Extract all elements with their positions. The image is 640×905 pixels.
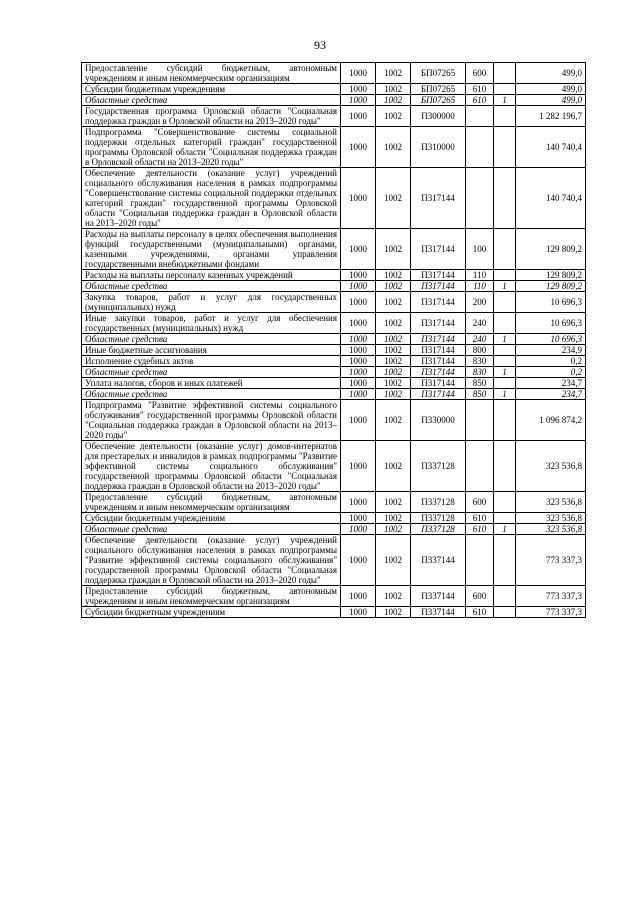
table-row [82, 313, 586, 334]
cell-funding-source: 1 [494, 524, 516, 535]
cell-amount: 10 696,3 [516, 292, 586, 313]
cell-funding-source: 1 [494, 367, 516, 378]
cell-name: Обеспечение деятельности (оказание услуг) домов-интернатов для престарелых и инвалидов в рамках подпрограммы "Развитие эффективной системы социального обслуживания" государственной программы Орловской области "Социальная поддержка граждан в Орловской области на 2013–2020 годы" [82, 441, 341, 492]
table-row [82, 63, 586, 84]
cell-section: 1000 [341, 492, 376, 513]
table-row [82, 400, 586, 441]
cell-subsection: 1002 [376, 586, 411, 607]
cell-subsection: 1002 [376, 168, 411, 229]
cell-subsection: 1002 [376, 127, 411, 168]
table-row [82, 345, 586, 356]
cell-amount: 499,0 [516, 84, 586, 95]
cell-subsection: 1002 [376, 334, 411, 345]
cell-target-article: П337128 [411, 492, 466, 513]
cell-funding-source: 1 [494, 95, 516, 106]
cell-amount: 10 696,3 [516, 334, 586, 345]
table-row [82, 95, 586, 106]
cell-name: Областные средства [82, 334, 341, 345]
cell-target-article: П337128 [411, 513, 466, 524]
table-row [82, 524, 586, 535]
cell-name: Иные бюджетные ассигнования [82, 345, 341, 356]
table-row [82, 356, 586, 367]
table-row [82, 334, 586, 345]
page-number: 93 [314, 38, 326, 52]
cell-amount: 323 536,8 [516, 524, 586, 535]
cell-funding-source [494, 400, 516, 441]
cell-expense-type [466, 168, 494, 229]
cell-section: 1000 [341, 127, 376, 168]
cell-subsection: 1002 [376, 281, 411, 292]
cell-expense-type [466, 127, 494, 168]
cell-section: 1000 [341, 229, 376, 270]
cell-subsection: 1002 [376, 441, 411, 492]
cell-name: Субсидии бюджетным учреждениям [82, 513, 341, 524]
table-row [82, 270, 586, 281]
cell-expense-type: 800 [466, 345, 494, 356]
cell-target-article: П317144 [411, 270, 466, 281]
cell-amount: 773 337,3 [516, 586, 586, 607]
cell-amount: 10 696,3 [516, 313, 586, 334]
cell-amount: 323 536,8 [516, 513, 586, 524]
cell-amount: 1 282 196,7 [516, 106, 586, 127]
cell-target-article: П337144 [411, 535, 466, 586]
cell-subsection: 1002 [376, 229, 411, 270]
cell-funding-source [494, 229, 516, 270]
cell-expense-type: 850 [466, 389, 494, 400]
cell-name: Иные закупки товаров, работ и услуг для обеспечения государственных (муниципальных) нужд [82, 313, 341, 334]
cell-section: 1000 [341, 535, 376, 586]
cell-section: 1000 [341, 441, 376, 492]
cell-target-article: П310000 [411, 127, 466, 168]
cell-amount: 499,0 [516, 63, 586, 84]
cell-expense-type [466, 535, 494, 586]
cell-funding-source [494, 378, 516, 389]
table-row [82, 586, 586, 607]
cell-subsection: 1002 [376, 607, 411, 618]
cell-target-article: П337144 [411, 607, 466, 618]
cell-target-article: П317144 [411, 334, 466, 345]
cell-expense-type: 610 [466, 524, 494, 535]
cell-target-article: П337128 [411, 524, 466, 535]
cell-expense-type: 600 [466, 63, 494, 84]
cell-name: Областные средства [82, 281, 341, 292]
cell-section: 1000 [341, 400, 376, 441]
cell-subsection: 1002 [376, 313, 411, 334]
cell-subsection: 1002 [376, 389, 411, 400]
cell-name: Предоставление субсидий бюджетным, автономным учреждениям и иным некоммерческим организациям [82, 492, 341, 513]
cell-section: 1000 [341, 524, 376, 535]
cell-name: Расходы на выплаты персоналу казенных учреждений [82, 270, 341, 281]
cell-name: Обеспечение деятельности (оказание услуг) учреждений социального обслуживания населения в рамках подпрограммы "Совершенствование системы социальной поддержки отдельных категорий граждан" государственной программы Орловской области "Социальная поддержка граждан в Орловской области на 2013–2020 годы" [82, 168, 341, 229]
cell-expense-type: 110 [466, 281, 494, 292]
cell-subsection: 1002 [376, 513, 411, 524]
cell-funding-source [494, 513, 516, 524]
cell-expense-type: 110 [466, 270, 494, 281]
cell-amount: 499,0 [516, 95, 586, 106]
table-row [82, 492, 586, 513]
cell-amount: 773 337,3 [516, 535, 586, 586]
table-row [82, 367, 586, 378]
cell-funding-source [494, 313, 516, 334]
cell-target-article: П300000 [411, 106, 466, 127]
cell-amount: 129 809,2 [516, 281, 586, 292]
cell-funding-source [494, 535, 516, 586]
cell-expense-type: 600 [466, 586, 494, 607]
cell-name: Подпрограмма "Совершенствование системы социальной поддержки отдельных категорий граждан" государственной программы Орловской области "Социальная поддержка граждан в Орловской области на 2013–2020 годы" [82, 127, 341, 168]
table-row [82, 106, 586, 127]
cell-target-article: П317144 [411, 292, 466, 313]
table-body [82, 63, 586, 618]
cell-expense-type: 600 [466, 492, 494, 513]
table-row [82, 127, 586, 168]
cell-amount: 323 536,8 [516, 492, 586, 513]
cell-name: Областные средства [82, 524, 341, 535]
cell-amount: 234,7 [516, 378, 586, 389]
cell-expense-type: 200 [466, 292, 494, 313]
cell-name: Субсидии бюджетным учреждениям [82, 84, 341, 95]
cell-funding-source [494, 441, 516, 492]
cell-funding-source [494, 106, 516, 127]
cell-section: 1000 [341, 281, 376, 292]
cell-section: 1000 [341, 356, 376, 367]
cell-funding-source [494, 84, 516, 95]
cell-name: Государственная программа Орловской области "Социальная поддержка граждан в Орловской области на 2013–2020 годы" [82, 106, 341, 127]
cell-subsection: 1002 [376, 367, 411, 378]
cell-funding-source [494, 127, 516, 168]
cell-subsection: 1002 [376, 345, 411, 356]
cell-section: 1000 [341, 106, 376, 127]
cell-funding-source [494, 270, 516, 281]
table-row [82, 389, 586, 400]
cell-name: Областные средства [82, 95, 341, 106]
cell-target-article: П317144 [411, 168, 466, 229]
cell-funding-source [494, 356, 516, 367]
cell-expense-type: 240 [466, 334, 494, 345]
cell-funding-source [494, 168, 516, 229]
table-row [82, 281, 586, 292]
cell-name: Областные средства [82, 389, 341, 400]
cell-amount: 140 740,4 [516, 127, 586, 168]
cell-subsection: 1002 [376, 356, 411, 367]
table-row [82, 535, 586, 586]
budget-table [81, 62, 586, 618]
table-row [82, 84, 586, 95]
cell-subsection: 1002 [376, 400, 411, 441]
cell-name: Обеспечение деятельности (оказание услуг) учреждений социального обслуживания населения в рамках подпрограммы "Развитие эффективной системы социального обслуживания" государственной программы Орловской области "Социальная поддержка граждан в Орловской области на 2013–2020 годы" [82, 535, 341, 586]
cell-expense-type: 100 [466, 229, 494, 270]
cell-target-article: П317144 [411, 229, 466, 270]
cell-name: Предоставление субсидий бюджетным, автономным учреждениям и иным некоммерческим организациям [82, 63, 341, 84]
cell-amount: 234,7 [516, 389, 586, 400]
table-row [82, 229, 586, 270]
cell-subsection: 1002 [376, 378, 411, 389]
cell-target-article: БП07265 [411, 95, 466, 106]
cell-expense-type [466, 106, 494, 127]
cell-target-article: П337144 [411, 586, 466, 607]
cell-section: 1000 [341, 586, 376, 607]
cell-target-article: П317144 [411, 367, 466, 378]
cell-amount: 129 809,2 [516, 270, 586, 281]
cell-funding-source [494, 345, 516, 356]
cell-subsection: 1002 [376, 270, 411, 281]
cell-section: 1000 [341, 63, 376, 84]
cell-section: 1000 [341, 168, 376, 229]
cell-section: 1000 [341, 84, 376, 95]
cell-funding-source: 1 [494, 281, 516, 292]
table-row [82, 292, 586, 313]
cell-name: Уплата налогов, сборов и иных платежей [82, 378, 341, 389]
cell-amount: 773 337,3 [516, 607, 586, 618]
cell-funding-source [494, 292, 516, 313]
cell-section: 1000 [341, 378, 376, 389]
cell-funding-source: 1 [494, 389, 516, 400]
table-row [82, 513, 586, 524]
cell-expense-type [466, 441, 494, 492]
cell-expense-type: 610 [466, 513, 494, 524]
cell-target-article: П317144 [411, 356, 466, 367]
cell-subsection: 1002 [376, 63, 411, 84]
cell-funding-source [494, 492, 516, 513]
cell-expense-type: 610 [466, 95, 494, 106]
cell-target-article: П337128 [411, 441, 466, 492]
cell-amount: 140 740,4 [516, 168, 586, 229]
cell-target-article: П317144 [411, 345, 466, 356]
cell-expense-type: 830 [466, 367, 494, 378]
cell-section: 1000 [341, 95, 376, 106]
cell-name: Областные средства [82, 367, 341, 378]
cell-name: Подпрограмма "Развитие эффективной системы социального обслуживания" государственной программы Орловской области "Социальная поддержка граждан в Орловской области на 2013–2020 годы" [82, 400, 341, 441]
cell-name: Субсидии бюджетным учреждениям [82, 607, 341, 618]
cell-subsection: 1002 [376, 95, 411, 106]
table-row [82, 441, 586, 492]
cell-name: Предоставление субсидий бюджетным, автономным учреждениям и иным некоммерческим организациям [82, 586, 341, 607]
cell-amount: 0,2 [516, 356, 586, 367]
cell-subsection: 1002 [376, 524, 411, 535]
cell-section: 1000 [341, 270, 376, 281]
cell-target-article: БП07265 [411, 84, 466, 95]
cell-amount: 0,2 [516, 367, 586, 378]
cell-subsection: 1002 [376, 84, 411, 95]
cell-subsection: 1002 [376, 535, 411, 586]
cell-target-article: П317144 [411, 378, 466, 389]
cell-funding-source [494, 607, 516, 618]
cell-amount: 1 096 874,2 [516, 400, 586, 441]
cell-funding-source [494, 63, 516, 84]
cell-funding-source: 1 [494, 334, 516, 345]
cell-section: 1000 [341, 389, 376, 400]
table-row [82, 607, 586, 618]
cell-target-article: П317144 [411, 389, 466, 400]
cell-subsection: 1002 [376, 106, 411, 127]
cell-amount: 323 536,8 [516, 441, 586, 492]
cell-expense-type [466, 400, 494, 441]
cell-section: 1000 [341, 292, 376, 313]
cell-target-article: П330000 [411, 400, 466, 441]
cell-target-article: П317144 [411, 313, 466, 334]
table-row [82, 378, 586, 389]
cell-subsection: 1002 [376, 292, 411, 313]
cell-expense-type: 610 [466, 607, 494, 618]
cell-section: 1000 [341, 513, 376, 524]
cell-section: 1000 [341, 313, 376, 334]
cell-amount: 234,9 [516, 345, 586, 356]
cell-name: Закупка товаров, работ и услуг для государственных (муниципальных) нужд [82, 292, 341, 313]
cell-expense-type: 610 [466, 84, 494, 95]
cell-subsection: 1002 [376, 492, 411, 513]
cell-section: 1000 [341, 345, 376, 356]
cell-funding-source [494, 586, 516, 607]
cell-section: 1000 [341, 334, 376, 345]
cell-amount: 129 809,2 [516, 229, 586, 270]
table-row [82, 168, 586, 229]
cell-expense-type: 850 [466, 378, 494, 389]
cell-name: Исполнение судебных актов [82, 356, 341, 367]
cell-target-article: П317144 [411, 281, 466, 292]
cell-expense-type: 830 [466, 356, 494, 367]
cell-expense-type: 240 [466, 313, 494, 334]
cell-section: 1000 [341, 607, 376, 618]
cell-name: Расходы на выплаты персоналу в целях обеспечения выполнения функций государственными (муниципальными) органами, казенными учреждениями, органами управления государственными внебюджетными фондами [82, 229, 341, 270]
cell-target-article: БП07265 [411, 63, 466, 84]
cell-section: 1000 [341, 367, 376, 378]
